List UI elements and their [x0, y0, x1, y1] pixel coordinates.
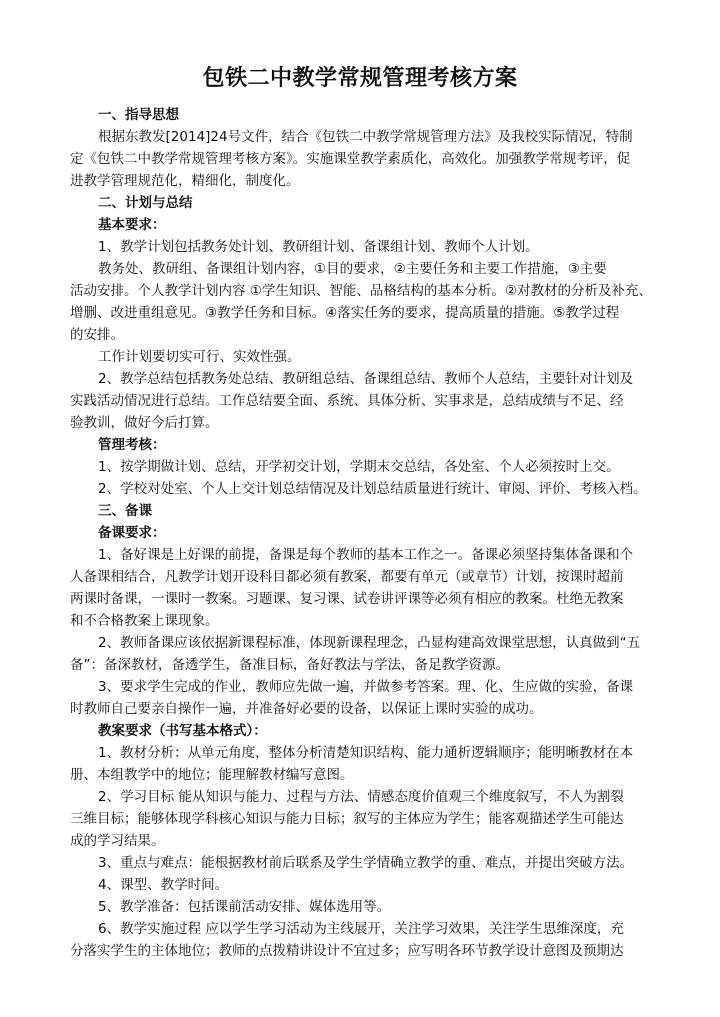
text-line: 4、课型、教学时间。	[98, 877, 229, 893]
text-line: 2、学校对处室、个人上交计划总结情况及计划总结质量进行统计、审阅、评价、考核入档。	[98, 481, 647, 497]
text-line: 1、教学计划包括教务处计划、教研组计划、备课组计划、教师个人计划。	[98, 239, 539, 255]
text-line: 3、要求学生完成的作业，教师应先做一遍，并做参考答案。理、化、生应做的实验，备课	[98, 679, 634, 695]
text-line: 和不合格教案上课现象。	[70, 613, 219, 629]
heading-line: 基本要求：	[98, 217, 166, 233]
text-line: 活动安排。个人教学计划内容 ①学生知识、智能、品格结构的基本分析。②对教材的分析及补充、	[70, 283, 652, 299]
text-line: 三维目标；能够体现学科核心知识与能力目标；叙写的主体应为学生；能客观描述学生可能达	[70, 811, 624, 827]
heading-line: 二、计划与总结	[98, 195, 193, 211]
heading-line: 一、指导思想	[98, 107, 179, 123]
text-line: 册、本组教学中的地位；能理解教材编写意图。	[70, 767, 354, 783]
text-line: 3、重点与难点：能根据教材前后联系及学生学情确立教学的重、难点，并提出突破方法。	[98, 855, 634, 871]
text-line: 的安排。	[70, 327, 124, 343]
text-line: 验教训，做好今后打算。	[70, 415, 219, 431]
heading-line: 三、备课	[98, 503, 152, 519]
text-line: 进教学管理规范化，精细化，制度化。	[70, 173, 300, 189]
text-line: 1、按学期做计划、总结，开学初交计划，学期末交总结，各处室、个人必须按时上交。	[98, 459, 620, 475]
text-line: 6、教学实施过程 应以学生学习活动为主线展开，关注学习效果，关注学生思维深度，充	[98, 921, 624, 937]
text-line: 定《包铁二中教学常规管理考核方案》。实施课堂教学素质化，高效化。加强教学常规考评，促	[70, 151, 631, 167]
text-line: 根据东教发[2014]24号文件，结合《包铁二中教学常规管理方法》及我校实际情况，特制	[98, 129, 633, 145]
text-line: 2、学习目标 能从知识与能力、过程与方法、情感态度价值观三个维度叙写，不人为割裂	[98, 789, 624, 805]
text-line: 时教师自己要亲自操作一遍，并准备好必要的设备，以保证上课时实验的成功。	[70, 701, 543, 717]
text-line: 2、教学总结包括教务处总结、教研组总结、备课组总结、教师个人总结，主要针对计划及	[98, 371, 634, 387]
text-line: 实践活动情况进行总结。工作总结要全面、系统、具体分析、实事求是，总结成绩与不足、经	[70, 393, 624, 409]
text-line: 备”：备深教材，备透学生，备准目标，备好教法与学法，备足教学资源。	[70, 657, 509, 673]
text-line: 1、教材分析：从单元角度，整体分析清楚知识结构、能力通析逻辑顺序；能明晰教材在本	[98, 745, 634, 761]
text-line: 成的学习结果。	[70, 833, 165, 849]
heading-line: 教案要求（书写基本格式）：	[98, 723, 267, 739]
text-line: 5、教学准备：包括课前活动安排、媒体选用等。	[98, 899, 391, 915]
text-line: 2、教师备课应该依据新课程标准，体现新课程理念，凸显构建高效课堂思想，认真做到“五	[98, 635, 641, 651]
text-line: 教务处、教研组、备课组计划内容，①目的要求，②主要任务和主要工作措施，③主要	[98, 261, 607, 277]
text-line: 人备课相结合，凡教学计划开设科目都必须有教案，都要有单元（或章节）计划，按课时超前	[70, 569, 624, 585]
text-line: 工作计划要切实可行、实效性强。	[98, 349, 301, 365]
text-line: 两课时备课，一课时一教案。习题课、复习课、试卷讲评课等必须有相应的教案。杜绝无教案	[70, 591, 624, 607]
text-line: 分落实学生的主体地位；教师的点拨精讲设计不宜过多；应写明各环节教学设计意图及预期达	[70, 943, 624, 959]
heading-line: 管理考核：	[98, 437, 166, 453]
text-line: 增删、改进重组意见。③教学任务和目标。④落实任务的要求，提高质量的措施。⑤教学过程	[70, 305, 620, 321]
heading-line: 备课要求：	[98, 525, 166, 541]
text-line: 1、备好课是上好课的前提，备课是每个教师的基本工作之一。备课必须坚持集体备课和个	[98, 547, 634, 563]
document-title: 包铁二中教学常规管理考核方案	[202, 66, 518, 91]
